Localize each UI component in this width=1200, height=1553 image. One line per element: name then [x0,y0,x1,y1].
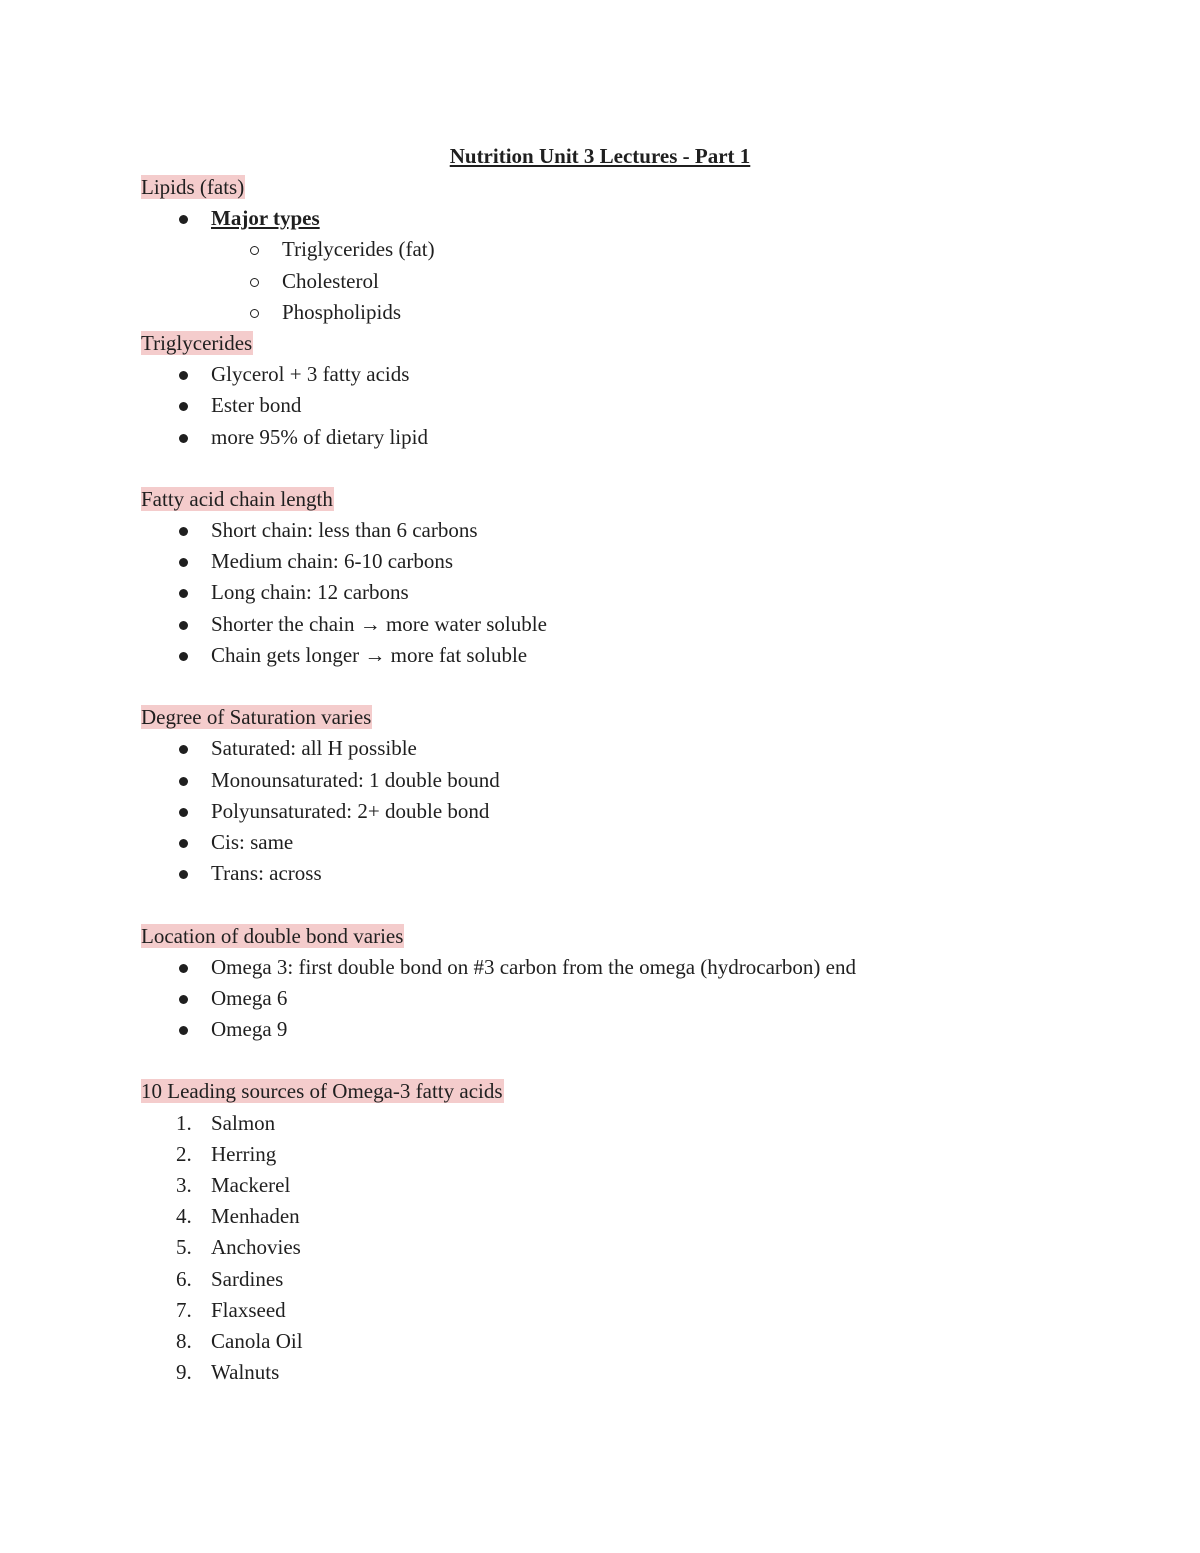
list-item [141,359,1101,390]
list-item [141,390,1101,421]
list-item [141,515,1101,546]
list-item-text: Trans: across [211,861,322,886]
blank-line [141,1045,1101,1076]
numbered-item [141,1232,1101,1263]
section-heading-omega3-sources [141,1076,1101,1107]
list-item-text: Phospholipids [282,299,402,324]
list-number: 1. [176,1110,192,1135]
numbered-item [141,1326,1101,1357]
list-item-text: Sardines [211,1266,284,1291]
list-item-text: Herring [211,1141,277,1166]
list-number: 4. [176,1204,192,1229]
list-item-text: Flaxseed [211,1297,286,1322]
heading-text: 10 Leading sources of Omega-3 fatty acids [141,1079,503,1104]
list-item [141,577,1101,608]
sub-list-item [141,234,1101,265]
numbered-item [141,1108,1101,1139]
section-heading-lipids [141,172,1101,203]
numbered-item [141,1295,1101,1326]
list-item [141,796,1101,827]
section-heading-triglycerides [141,328,1101,359]
list-item-text: Short chain: less than 6 carbons [211,518,478,543]
list-number: 3. [176,1173,192,1197]
numbered-item [141,1170,1101,1201]
blank-line [141,889,1101,920]
list-item-text: Anchovies [211,1235,301,1260]
list-item [141,203,1101,234]
list-number: 6. [176,1266,192,1291]
numbered-item [141,1201,1101,1232]
list-item [141,827,1101,858]
blank-line [141,671,1101,702]
list-number: 2. [176,1141,192,1166]
major-types-label: Major types [211,206,320,231]
heading-text: Degree of Saturation varies [141,705,372,730]
list-number: 9. [176,1360,192,1385]
list-item-text: Monounsaturated: 1 double bound [211,767,500,792]
list-item-text: Omega 9 [211,1017,288,1042]
list-item [141,640,1101,671]
list-item [141,983,1101,1014]
list-number: 7. [176,1297,192,1322]
list-item-text: Ester bond [211,393,302,418]
document-title: Nutrition Unit 3 Lectures - Part 1 [449,144,751,168]
heading-text: Triglycerides [141,330,253,355]
list-item-text: Shorter the chain → more water soluble [211,611,547,636]
list-item-text: Glycerol + 3 fatty acids [211,362,410,387]
list-item-text: Omega 3: first double bond on #3 carbon from the omega (hydrocarbon) end [211,954,856,979]
list-item-text: Polyunsaturated: 2+ double bond [211,798,490,823]
list-item-text: Long chain: 12 carbons [211,580,409,605]
numbered-item [141,1264,1101,1295]
section-heading-double-bond-location [141,921,1101,952]
list-item [141,858,1101,889]
section-heading-saturation [141,702,1101,733]
list-item [141,546,1101,577]
list-item [141,765,1101,796]
list-item-text: Mackerel [211,1173,291,1197]
blank-line [141,453,1101,484]
list-item-text: Walnuts [211,1360,280,1385]
list-item-text: Omega 6 [211,985,288,1010]
sub-list-item [141,266,1101,297]
numbered-item [141,1139,1101,1170]
list-item-text: Salmon [211,1110,276,1135]
list-number: 5. [176,1235,192,1260]
heading-text: Lipids (fats) [141,175,245,199]
list-item-text: more 95% of dietary lipid [211,424,428,449]
list-item-text: Medium chain: 6-10 carbons [211,549,454,574]
list-item-text: Triglycerides (fat) [282,237,435,262]
list-item-text: Chain gets longer → more fat soluble [211,642,528,667]
list-item [141,422,1101,453]
list-number: 8. [176,1328,192,1353]
list-item-text: Canola Oil [211,1328,303,1353]
list-item [141,733,1101,764]
list-item-text: Cis: same [211,829,294,854]
list-item [141,1014,1101,1045]
heading-text: Fatty acid chain length [141,486,333,511]
list-item-text: Cholesterol [282,268,379,293]
section-heading-chain-length [141,484,1101,515]
sub-list-item [141,297,1101,328]
list-item-text: Saturated: all H possible [211,736,417,761]
list-item [141,952,1101,983]
list-item-text: Menhaden [211,1204,300,1229]
list-item [141,609,1101,640]
numbered-item [141,1357,1101,1388]
heading-text: Location of double bond varies [141,923,404,948]
document-body [141,172,1101,1388]
